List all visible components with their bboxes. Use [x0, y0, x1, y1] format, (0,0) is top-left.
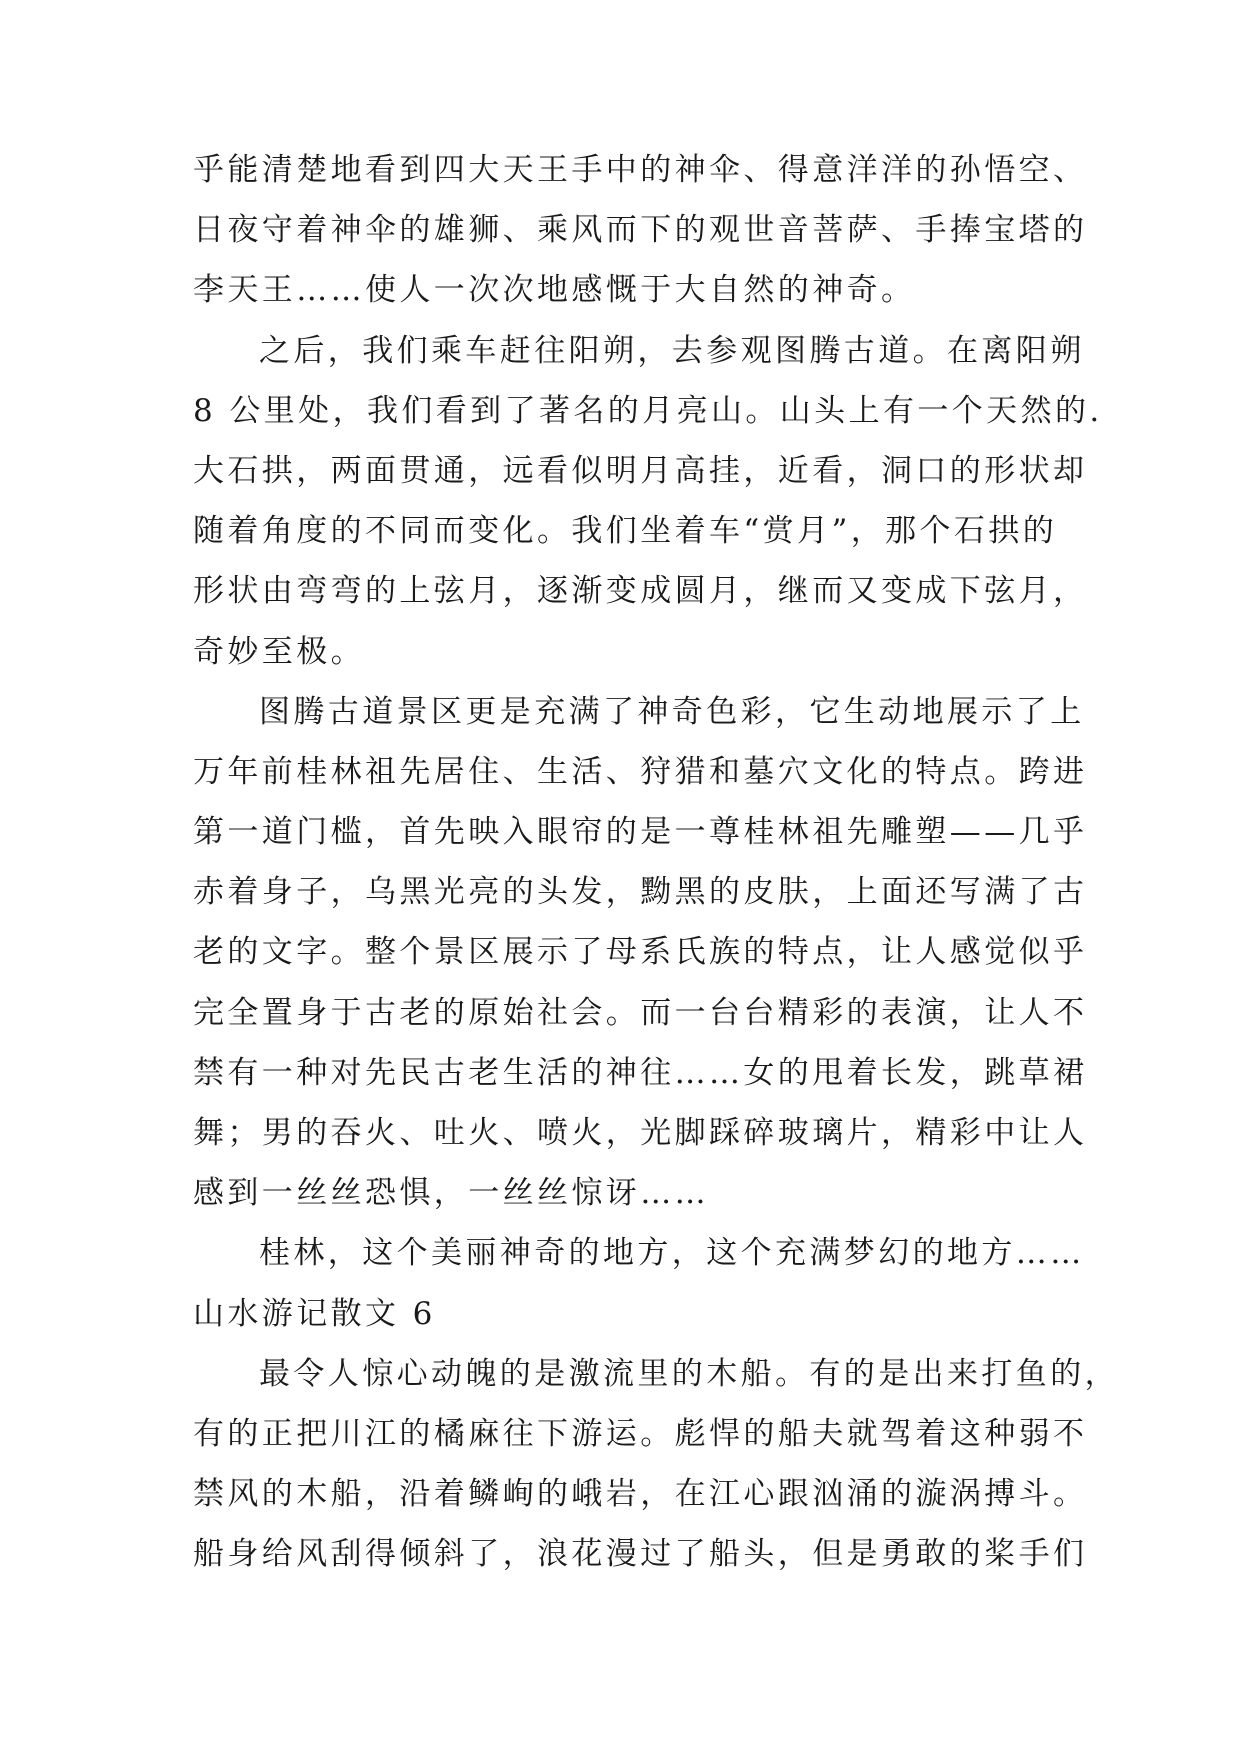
- section-heading: 山水游记散文 6: [193, 1295, 436, 1332]
- text-line: 禁风的木船，沿着鳞峋的峨岩，在江心跟汹涌的漩涡搏斗。: [193, 1476, 1088, 1513]
- text-line: 李天王……使人一次次地感慨于大自然的神奇。: [193, 272, 916, 309]
- text-line: 日夜守着神伞的雄狮、乘风而下的观世音菩萨、手捧宝塔的: [193, 212, 1088, 249]
- text-line: 大石拱，两面贯通，远看似明月高挂，近看，洞口的形状却: [193, 452, 1088, 489]
- text-line: 随着角度的不同而变化。我们坐着车“赏月”，那个石拱的: [193, 513, 1058, 550]
- paragraph-first-line: 之后，我们乘车赶往阳朔，去参观图腾古道。在离阳朔: [259, 332, 1085, 369]
- text-line: 第一道门槛，首先映入眼帘的是一尊桂林祖先雕塑——几乎: [193, 814, 1088, 851]
- text-line: 奇妙至极。: [193, 633, 365, 670]
- text-line: 有的正把川江的橘麻往下游运。彪悍的船夫就驾着这种弱不: [193, 1415, 1088, 1452]
- text-line: 完全置身于古老的原始社会。而一台台精彩的表演，让人不: [193, 994, 1088, 1031]
- text-line: 感到一丝丝恐惧，一丝丝惊讶……: [193, 1175, 709, 1212]
- text-line: 8 公里处，我们看到了著名的月亮山。山头上有一个天然的.: [193, 392, 1103, 429]
- text-line: 老的文字。整个景区展示了母系氏族的特点，让人感觉似乎: [193, 934, 1088, 971]
- text-line: 乎能清楚地看到四大天王手中的神伞、得意洋洋的孙悟空、: [193, 152, 1088, 188]
- text-line: 万年前桂林祖先居住、生活、狩猎和墓穴文化的特点。跨进: [193, 753, 1088, 790]
- paragraph-first-line: 图腾古道景区更是充满了神奇色彩，它生动地展示了上: [259, 693, 1085, 730]
- text-line: 形状由弯弯的上弦月，逐渐变成圆月，继而又变成下弦月，: [193, 573, 1088, 610]
- text-line: 赤着身子，乌黑光亮的头发，黝黑的皮肤，上面还写满了古: [193, 874, 1088, 911]
- text-line: 禁有一种对先民古老生活的神往……女的甩着长发，跳草裙: [193, 1054, 1088, 1091]
- paragraph-first-line: 最令人惊心动魄的是激流里的木船。有的是出来打鱼的，: [259, 1355, 1119, 1392]
- text-line: 船身给风刮得倾斜了，浪花漫过了船头，但是勇敢的桨手们: [193, 1536, 1088, 1573]
- paragraph-first-line: 桂林，这个美丽神奇的地方，这个充满梦幻的地方……: [259, 1235, 1085, 1272]
- text-line: 舞；男的吞火、吐火、喷火，光脚踩碎玻璃片，精彩中让人: [193, 1115, 1088, 1151]
- document-body: [193, 140, 1119, 1585]
